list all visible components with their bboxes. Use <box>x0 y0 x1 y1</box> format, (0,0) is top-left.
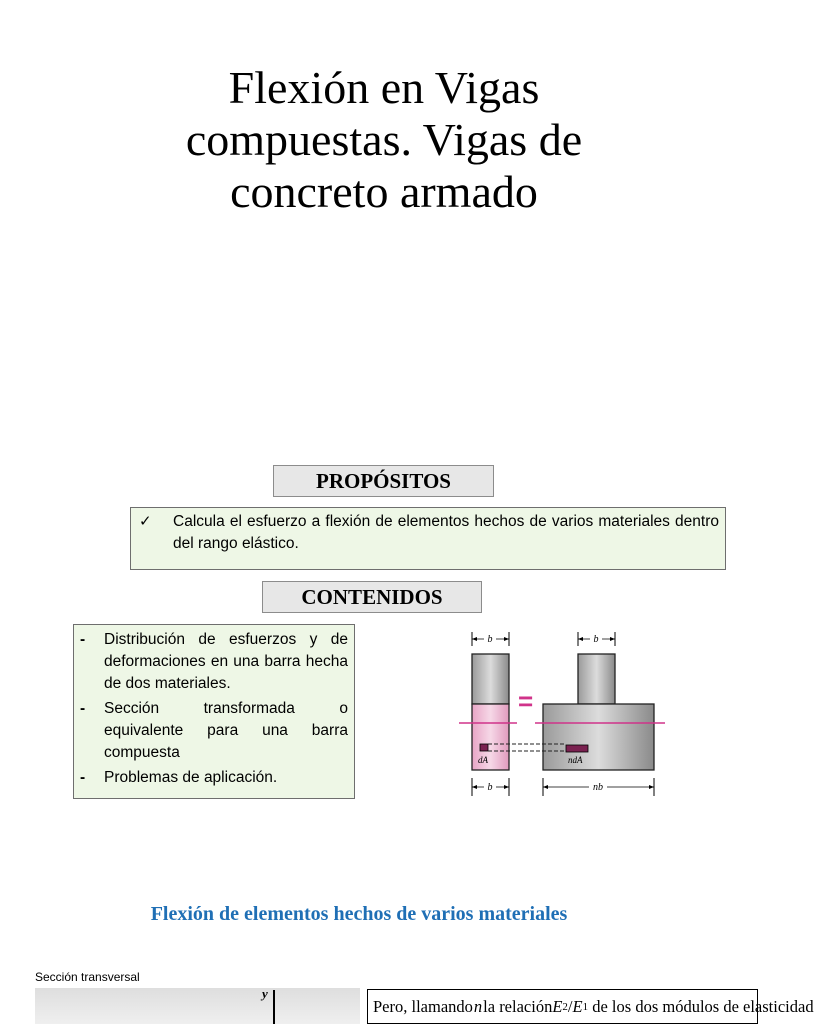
y-axis-line <box>273 990 275 1024</box>
content-item <box>80 698 348 764</box>
content-item <box>80 629 348 695</box>
purposes-header: PROPÓSITOS <box>273 465 494 497</box>
cross-section-image <box>35 988 360 1024</box>
label-dA: dA <box>478 755 488 765</box>
contents-box <box>73 624 355 799</box>
formula-e2-sub: 2 <box>562 1000 568 1013</box>
purpose-item <box>139 511 719 555</box>
content-text: Problemas de aplicación. <box>104 769 278 786</box>
dash-bullet-icon: - <box>80 700 86 717</box>
dimension-bottom-right <box>543 778 654 796</box>
label-nb: nb <box>593 782 603 793</box>
equals-sign: = <box>518 686 534 716</box>
content-text: Sección transformada o equivalente para una barra compuesta <box>104 700 348 761</box>
dA-element <box>480 744 488 751</box>
dimension-top-right <box>578 632 615 646</box>
formula-suffix: de los dos módulos de elasticidad <box>588 996 814 1016</box>
ndA-element <box>566 745 588 752</box>
label-b-bottom: b <box>487 782 493 793</box>
formula-prefix: Pero, llamando <box>373 996 473 1016</box>
formula-n: n <box>473 996 483 1016</box>
dimension-top-left <box>472 632 509 646</box>
y-axis-label: y <box>262 986 268 1001</box>
slide-title <box>100 62 668 218</box>
checkmark-icon: ✓ <box>139 513 152 530</box>
label-b-right: b <box>593 634 599 645</box>
formula-e1-sub: 1 <box>582 1000 589 1013</box>
formula-box <box>367 989 814 1024</box>
dimension-bottom-left <box>472 778 509 796</box>
transformed-section-figure <box>455 622 670 802</box>
contents-header: CONTENIDOS <box>262 581 482 613</box>
formula-slash: / <box>567 996 573 1016</box>
dash-bullet-icon: - <box>80 769 86 786</box>
content-item <box>80 767 348 789</box>
title-line-3: concreto armado <box>230 166 538 217</box>
purpose-text: Calcula el esfuerzo a flexión de elementos hechos de varios materiales dentro del rango elástico. <box>173 513 719 552</box>
label-ndA: ndA <box>568 755 583 765</box>
title-line-2: compuestas. Vigas de <box>185 114 583 165</box>
dash-bullet-icon: - <box>80 631 86 648</box>
transformed-flange <box>543 704 654 770</box>
purposes-box <box>130 507 726 570</box>
cross-section-label: Sección transversal <box>35 970 140 984</box>
formula-e1: E <box>572 996 583 1016</box>
section-subtitle: Flexión de elementos hechos de varios materiales <box>150 903 568 925</box>
title-line-1: Flexión en Vigas <box>228 62 540 113</box>
upper-material-block <box>472 654 509 704</box>
formula-middle: la relación <box>483 996 553 1016</box>
transformed-web <box>578 654 615 704</box>
formula-e2: E <box>552 996 563 1016</box>
label-b-left: b <box>487 634 493 645</box>
content-text: Distribución de esfuerzos y de deformaciones en una barra hecha de dos materiales. <box>104 631 348 692</box>
